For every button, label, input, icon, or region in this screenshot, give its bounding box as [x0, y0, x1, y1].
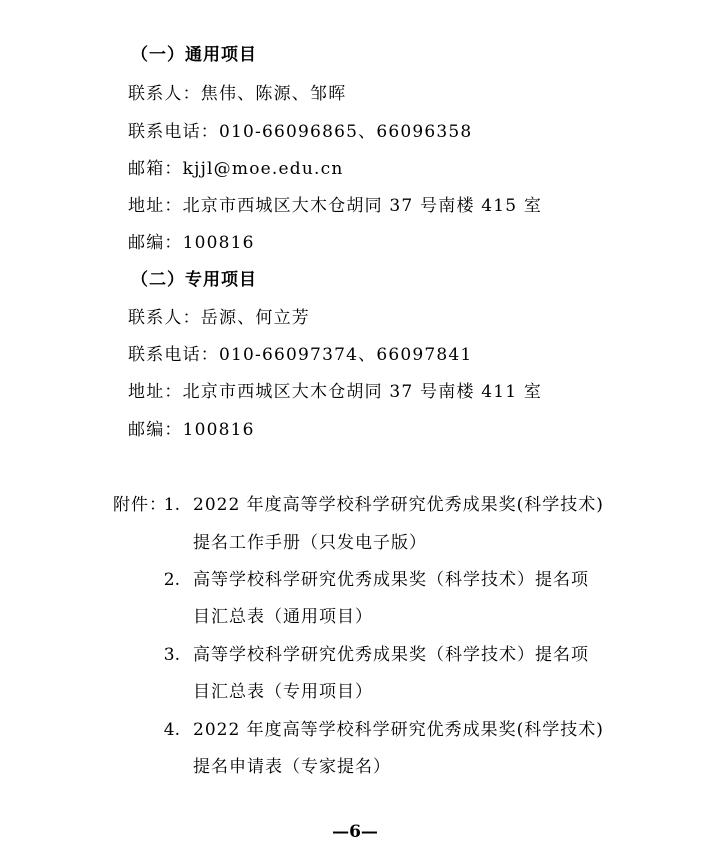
attachment-2-line1: 高等学校科学研究优秀成果奖（科学技术）提名项 — [193, 570, 589, 590]
attachments-label: 附件： — [113, 495, 167, 515]
section1-contact: 联系人：焦伟、陈源、邹晖 — [128, 84, 347, 104]
attachment-1-line1: 2022 年度高等学校科学研究优秀成果奖(科学技术) — [193, 495, 604, 515]
attachment-4-line2: 提名申请表（专家提名） — [193, 757, 391, 777]
section1-phone: 联系电话：010-66096865、66096358 — [128, 122, 473, 142]
attachment-4-line1: 2022 年度高等学校科学研究优秀成果奖(科学技术) — [193, 720, 604, 740]
section1-postcode: 邮编：100816 — [128, 233, 255, 253]
page-number: —6— — [332, 822, 378, 842]
section2-postcode: 邮编：100816 — [128, 420, 255, 440]
section1-address: 地址：北京市西城区大木仓胡同 37 号南楼 415 室 — [128, 196, 543, 216]
attachment-1-line2: 提名工作手册（只发电子版） — [193, 533, 427, 553]
section1-email: 邮箱：kjjl@moe.edu.cn — [128, 159, 344, 179]
section1-heading: （一）通用项目 — [131, 45, 257, 65]
section2-contact: 联系人：岳源、何立芳 — [128, 308, 310, 328]
attachment-2-line2: 目汇总表（通用项目） — [193, 607, 373, 627]
attachment-4-num: 4. — [163, 720, 180, 740]
attachment-1-num: 1. — [163, 495, 180, 515]
section2-phone: 联系电话：010-66097374、66097841 — [128, 345, 473, 365]
attachment-2-num: 2. — [163, 570, 180, 590]
attachment-3-num: 3. — [163, 645, 180, 665]
attachment-3-line1: 高等学校科学研究优秀成果奖（科学技术）提名项 — [193, 645, 589, 665]
section2-address: 地址：北京市西城区大木仓胡同 37 号南楼 411 室 — [128, 382, 543, 402]
section2-heading: （二）专用项目 — [131, 270, 257, 290]
attachment-3-line2: 目汇总表（专用项目） — [193, 682, 373, 702]
